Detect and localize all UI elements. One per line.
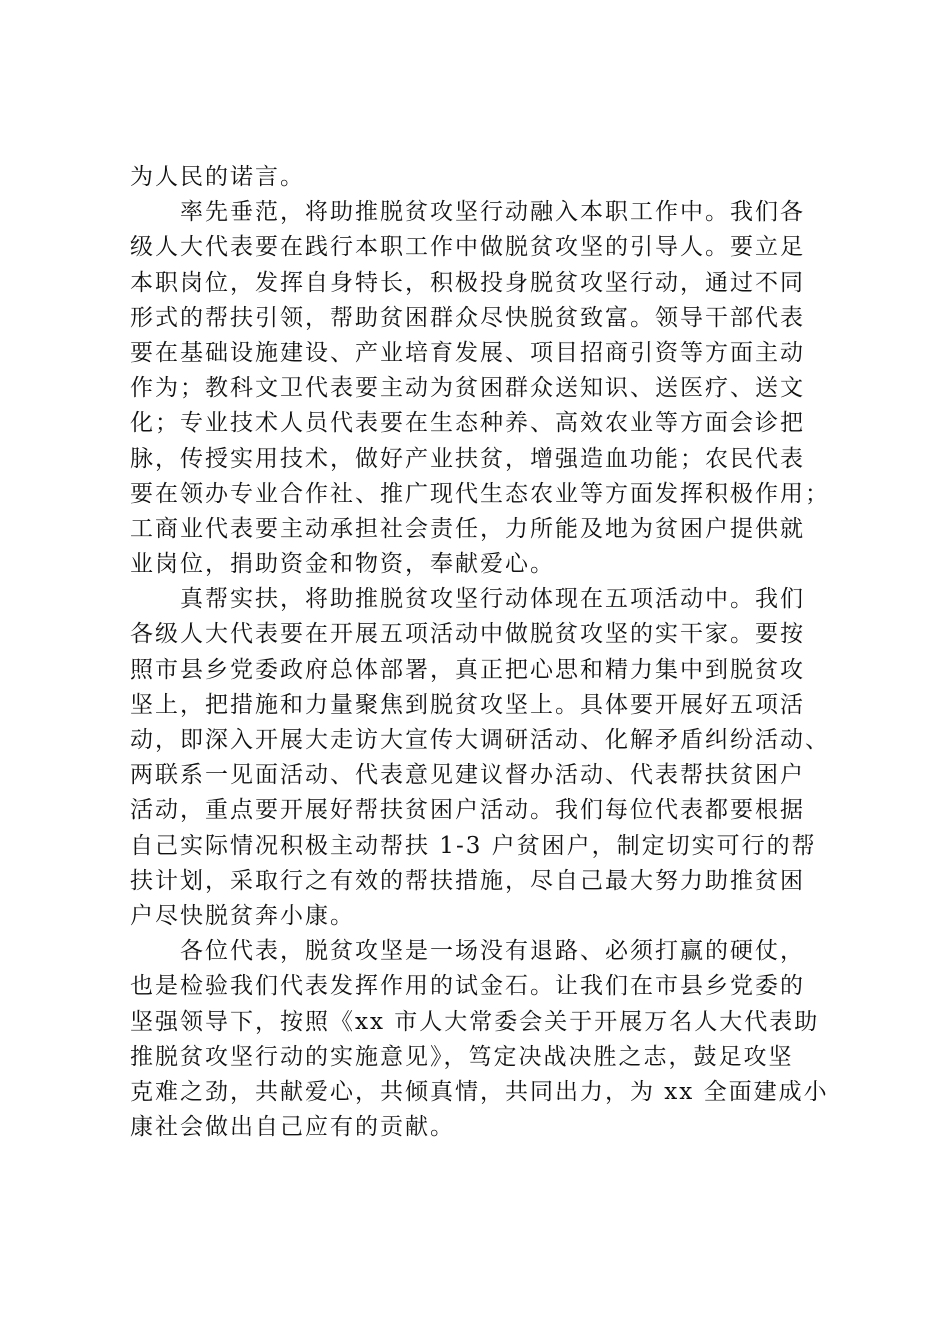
paragraph-first-line: 各位代表，脱贫攻坚是一场没有退路、必须打赢的硬仗， — [180, 938, 805, 965]
text-line: 本职岗位，发挥自身特长，积极投身脱贫攻坚行动，通过不同 — [130, 269, 805, 296]
text-line: 各级人大代表要在开展五项活动中做脱贫攻坚的实干家。要按 — [130, 621, 805, 648]
text-line: 坚强领导下，按照《xx 市人大常委会关于开展万名人大代表助 — [130, 1008, 820, 1035]
text-line: 作为；教科文卫代表要主动为贫困群众送知识、送医疗、送文 — [130, 375, 805, 402]
text-line: 工商业代表要主动承担社会责任，力所能及地为贫困户提供就 — [130, 515, 805, 542]
text-line: 活动，重点要开展好帮扶贫困户活动。我们每位代表都要根据 — [130, 797, 805, 824]
text-line: 推脱贫攻坚行动的实施意见》，笃定决战决胜之志，鼓足攻坚 — [130, 1043, 794, 1070]
text-line: 两联系一见面活动、代表意见建议督办活动、代表帮扶贫困户 — [130, 762, 805, 789]
body-text — [130, 160, 830, 1145]
text-line: 形式的帮扶引领，帮助贫困群众尽快脱贫致富。领导干部代表 — [130, 304, 805, 331]
text-line: 化；专业技术人员代表要在生态种养、高效农业等方面会诊把 — [130, 410, 805, 437]
text-line: 自己实际情况积极主动帮扶 1-3 户贫困户，制定切实可行的帮 — [130, 832, 817, 859]
text-line: 级人大代表要在践行本职工作中做脱贫攻坚的引导人。要立足 — [130, 234, 805, 261]
text-line: 扶计划，采取行之有效的帮扶措施，尽自己最大努力助推贫困 — [130, 867, 805, 894]
text-line: 动，即深入开展大走访大宣传大调研活动、化解矛盾纠纷活动、 — [130, 727, 830, 753]
text-line: 要在基础设施建设、产业培育发展、项目招商引资等方面主动 — [130, 339, 805, 366]
text-line: 克难之劲，共献爱心，共倾真情，共同出力，为 xx 全面建成小 — [130, 1078, 829, 1105]
text-line: 要在领办专业合作社、推广现代生态农业等方面发挥积极作用； — [130, 480, 830, 507]
text-line: 也是检验我们代表发挥作用的试金石。让我们在市县乡党委的 — [130, 973, 805, 1000]
text-line: 业岗位，捐助资金和物资，奉献爱心。 — [130, 551, 555, 578]
text-line: 户尽快脱贫奔小康。 — [130, 902, 355, 929]
text-line: 照市县乡党委政府总体部署，真正把心思和精力集中到脱贫攻 — [130, 656, 805, 683]
text-line: 为人民的诺言。 — [130, 164, 305, 190]
paragraph-first-line: 率先垂范，将助推脱贫攻坚行动融入本职工作中。我们各 — [180, 199, 805, 226]
text-line: 康社会做出自己应有的贡献。 — [130, 1114, 455, 1141]
text-line: 脉，传授实用技术，做好产业扶贫，增强造血功能；农民代表 — [130, 445, 805, 472]
text-line: 坚上，把措施和力量聚焦到脱贫攻坚上。具体要开展好五项活 — [130, 691, 805, 718]
paragraph-first-line: 真帮实扶，将助推脱贫攻坚行动体现在五项活动中。我们 — [180, 586, 805, 613]
